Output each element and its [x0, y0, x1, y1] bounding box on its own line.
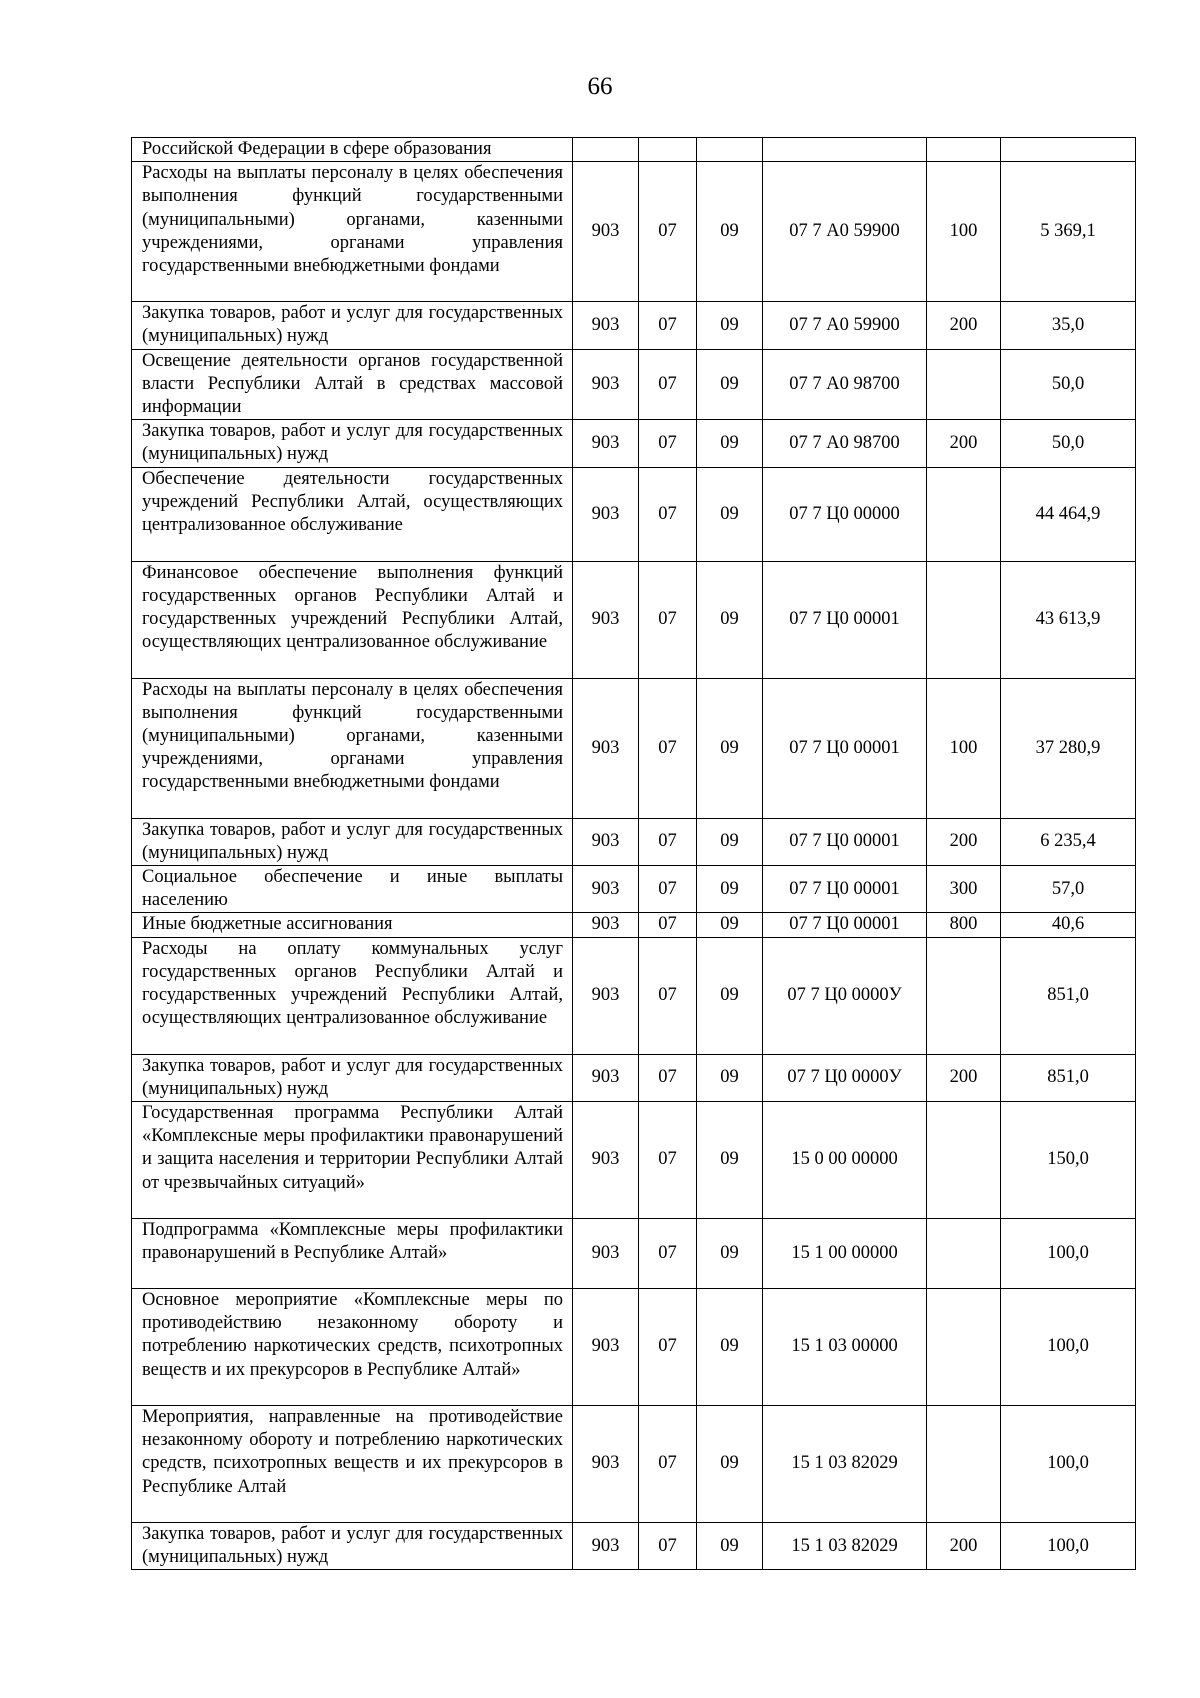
row-vr: [927, 1102, 1001, 1219]
row-csr: 15 1 03 00000: [763, 1289, 927, 1406]
table-row: [132, 1219, 1136, 1289]
row-vr: 200: [927, 302, 1001, 349]
row-rz: 07: [639, 561, 697, 678]
row-pr: 09: [697, 937, 763, 1054]
table-row: [132, 866, 1136, 913]
row-sum: 50,0: [1001, 349, 1136, 420]
row-csr: 07 7 Ц0 00001: [763, 678, 927, 818]
row-csr: 07 7 Ц0 00001: [763, 913, 927, 937]
row-csr: 07 7 Ц0 0000У: [763, 937, 927, 1054]
row-csr: 15 0 00 00000: [763, 1102, 927, 1219]
row-pr: 09: [697, 420, 763, 467]
row-vr: [927, 561, 1001, 678]
row-pr: 09: [697, 818, 763, 865]
table-row: [132, 1054, 1136, 1101]
row-ved: [573, 138, 639, 162]
row-pr: 09: [697, 1406, 763, 1523]
row-sum: 43 613,9: [1001, 561, 1136, 678]
row-pr: 09: [697, 913, 763, 937]
row-pr: 09: [697, 1102, 763, 1219]
row-vr: [927, 1219, 1001, 1289]
table-row: [132, 1523, 1136, 1570]
row-pr: 09: [697, 349, 763, 420]
row-vr: 300: [927, 866, 1001, 913]
row-csr: 07 7 Ц0 0000У: [763, 1054, 927, 1101]
row-csr: 15 1 03 82029: [763, 1406, 927, 1523]
row-name: Российской Федерации в сфере образования: [132, 138, 573, 162]
row-vr: [927, 138, 1001, 162]
row-rz: 07: [639, 818, 697, 865]
row-name: Подпрограмма «Комплексные меры профилактики правонарушений в Республике Алтай»: [132, 1219, 573, 1289]
row-rz: 07: [639, 302, 697, 349]
row-sum: [1001, 138, 1136, 162]
row-sum: 5 369,1: [1001, 162, 1136, 302]
row-rz: 07: [639, 467, 697, 561]
row-ved: 903: [573, 1102, 639, 1219]
page-number: 66: [587, 73, 613, 100]
row-ved: 903: [573, 1289, 639, 1406]
row-sum: 44 464,9: [1001, 467, 1136, 561]
row-rz: 07: [639, 1289, 697, 1406]
row-sum: 150,0: [1001, 1102, 1136, 1219]
table-row: [132, 937, 1136, 1054]
row-rz: 07: [639, 866, 697, 913]
row-vr: 200: [927, 420, 1001, 467]
row-sum: 50,0: [1001, 420, 1136, 467]
row-rz: 07: [639, 937, 697, 1054]
row-csr: 15 1 03 82029: [763, 1523, 927, 1570]
row-sum: 37 280,9: [1001, 678, 1136, 818]
row-name: Закупка товаров, работ и услуг для государственных (муниципальных) нужд: [132, 302, 573, 349]
row-ved: 903: [573, 1406, 639, 1523]
row-ved: 903: [573, 1219, 639, 1289]
row-name: Государственная программа Республики Алтай «Комплексные меры профилактики правонарушений и защита населения и территории Республики Алтай от чрезвычайных ситуаций»: [132, 1102, 573, 1219]
row-vr: [927, 937, 1001, 1054]
row-rz: 07: [639, 349, 697, 420]
row-name: Социальное обеспечение и иные выплаты населению: [132, 866, 573, 913]
row-vr: 200: [927, 1523, 1001, 1570]
row-pr: 09: [697, 162, 763, 302]
row-name: Мероприятия, направленные на противодействие незаконному обороту и потреблению наркотических средств, психотропных веществ и их прекурсоров в Республике Алтай: [132, 1406, 573, 1523]
table-row: [132, 467, 1136, 561]
row-pr: 09: [697, 302, 763, 349]
row-csr: 07 7 Ц0 00001: [763, 818, 927, 865]
row-rz: 07: [639, 913, 697, 937]
row-rz: 07: [639, 1406, 697, 1523]
row-name: Расходы на оплату коммунальных услуг государственных органов Республики Алтай и государственных учреждений Республики Алтай, осуществляющих централизованное обслуживание: [132, 937, 573, 1054]
table-row: [132, 913, 1136, 937]
row-csr: 07 7 А0 59900: [763, 302, 927, 349]
row-pr: 09: [697, 1523, 763, 1570]
row-csr: 07 7 А0 98700: [763, 420, 927, 467]
row-vr: 100: [927, 678, 1001, 818]
row-ved: 903: [573, 937, 639, 1054]
row-vr: [927, 1289, 1001, 1406]
row-vr: 100: [927, 162, 1001, 302]
row-name: Закупка товаров, работ и услуг для государственных (муниципальных) нужд: [132, 818, 573, 865]
row-csr: 15 1 00 00000: [763, 1219, 927, 1289]
table-row: [132, 349, 1136, 420]
table-row: [132, 1289, 1136, 1406]
row-name: Закупка товаров, работ и услуг для государственных (муниципальных) нужд: [132, 1523, 573, 1570]
row-ved: 903: [573, 561, 639, 678]
row-name: Освещение деятельности органов государственной власти Республики Алтай в средствах массовой информации: [132, 349, 573, 420]
row-pr: [697, 138, 763, 162]
row-ved: 903: [573, 349, 639, 420]
table-row: [132, 302, 1136, 349]
row-vr: 800: [927, 913, 1001, 937]
row-csr: 07 7 Ц0 00000: [763, 467, 927, 561]
row-rz: 07: [639, 1219, 697, 1289]
row-vr: [927, 467, 1001, 561]
row-rz: [639, 138, 697, 162]
row-sum: 851,0: [1001, 937, 1136, 1054]
row-ved: 903: [573, 162, 639, 302]
row-ved: 903: [573, 678, 639, 818]
row-csr: 07 7 А0 98700: [763, 349, 927, 420]
row-ved: 903: [573, 866, 639, 913]
row-pr: 09: [697, 1054, 763, 1101]
row-sum: 851,0: [1001, 1054, 1136, 1101]
row-ved: 903: [573, 302, 639, 349]
row-csr: 07 7 А0 59900: [763, 162, 927, 302]
row-name: Обеспечение деятельности государственных учреждений Республики Алтай, осуществляющих централизованное обслуживание: [132, 467, 573, 561]
row-pr: 09: [697, 678, 763, 818]
table-row: [132, 1406, 1136, 1523]
row-csr: 07 7 Ц0 00001: [763, 866, 927, 913]
row-ved: 903: [573, 420, 639, 467]
row-sum: 100,0: [1001, 1406, 1136, 1523]
row-sum: 57,0: [1001, 866, 1136, 913]
row-rz: 07: [639, 678, 697, 818]
row-pr: 09: [697, 1219, 763, 1289]
row-rz: 07: [639, 1523, 697, 1570]
row-sum: 40,6: [1001, 913, 1136, 937]
row-sum: 35,0: [1001, 302, 1136, 349]
row-rz: 07: [639, 1054, 697, 1101]
row-pr: 09: [697, 561, 763, 678]
row-ved: 903: [573, 818, 639, 865]
row-rz: 07: [639, 1102, 697, 1219]
row-name: Финансовое обеспечение выполнения функций государственных органов Республики Алтай и государственных учреждений Республики Алтай, осуществляющих централизованное обслуживание: [132, 561, 573, 678]
row-sum: 6 235,4: [1001, 818, 1136, 865]
table-row: [132, 818, 1136, 865]
row-pr: 09: [697, 866, 763, 913]
row-ved: 903: [573, 1523, 639, 1570]
row-rz: 07: [639, 162, 697, 302]
row-vr: [927, 349, 1001, 420]
row-name: Расходы на выплаты персоналу в целях обеспечения выполнения функций государственными (муниципальными) органами, казенными учреждениями, органами управления государственными внебюджетными фондами: [132, 162, 573, 302]
table-row: [132, 420, 1136, 467]
row-vr: 200: [927, 818, 1001, 865]
row-sum: 100,0: [1001, 1523, 1136, 1570]
row-name: Закупка товаров, работ и услуг для государственных (муниципальных) нужд: [132, 420, 573, 467]
row-vr: 200: [927, 1054, 1001, 1101]
table-row: [132, 561, 1136, 678]
row-ved: 903: [573, 1054, 639, 1101]
row-name: Закупка товаров, работ и услуг для государственных (муниципальных) нужд: [132, 1054, 573, 1101]
table-row: [132, 1102, 1136, 1219]
row-name: Расходы на выплаты персоналу в целях обеспечения выполнения функций государственными (муниципальными) органами, казенными учреждениями, органами управления государственными внебюджетными фондами: [132, 678, 573, 818]
table-row: [132, 162, 1136, 302]
row-rz: 07: [639, 420, 697, 467]
row-csr: 07 7 Ц0 00001: [763, 561, 927, 678]
row-vr: [927, 1406, 1001, 1523]
budget-table: [131, 137, 1136, 1570]
row-ved: 903: [573, 467, 639, 561]
table-row: [132, 138, 1136, 162]
row-sum: 100,0: [1001, 1289, 1136, 1406]
row-ved: 903: [573, 913, 639, 937]
row-pr: 09: [697, 467, 763, 561]
row-sum: 100,0: [1001, 1219, 1136, 1289]
row-pr: 09: [697, 1289, 763, 1406]
table-body: [132, 138, 1136, 1570]
row-csr: [763, 138, 927, 162]
row-name: Иные бюджетные ассигнования: [132, 913, 573, 937]
row-name: Основное мероприятие «Комплексные меры по противодействию незаконному обороту и потреблению наркотических средств, психотропных веществ и их прекурсоров в Республике Алтай»: [132, 1289, 573, 1406]
table-row: [132, 678, 1136, 818]
